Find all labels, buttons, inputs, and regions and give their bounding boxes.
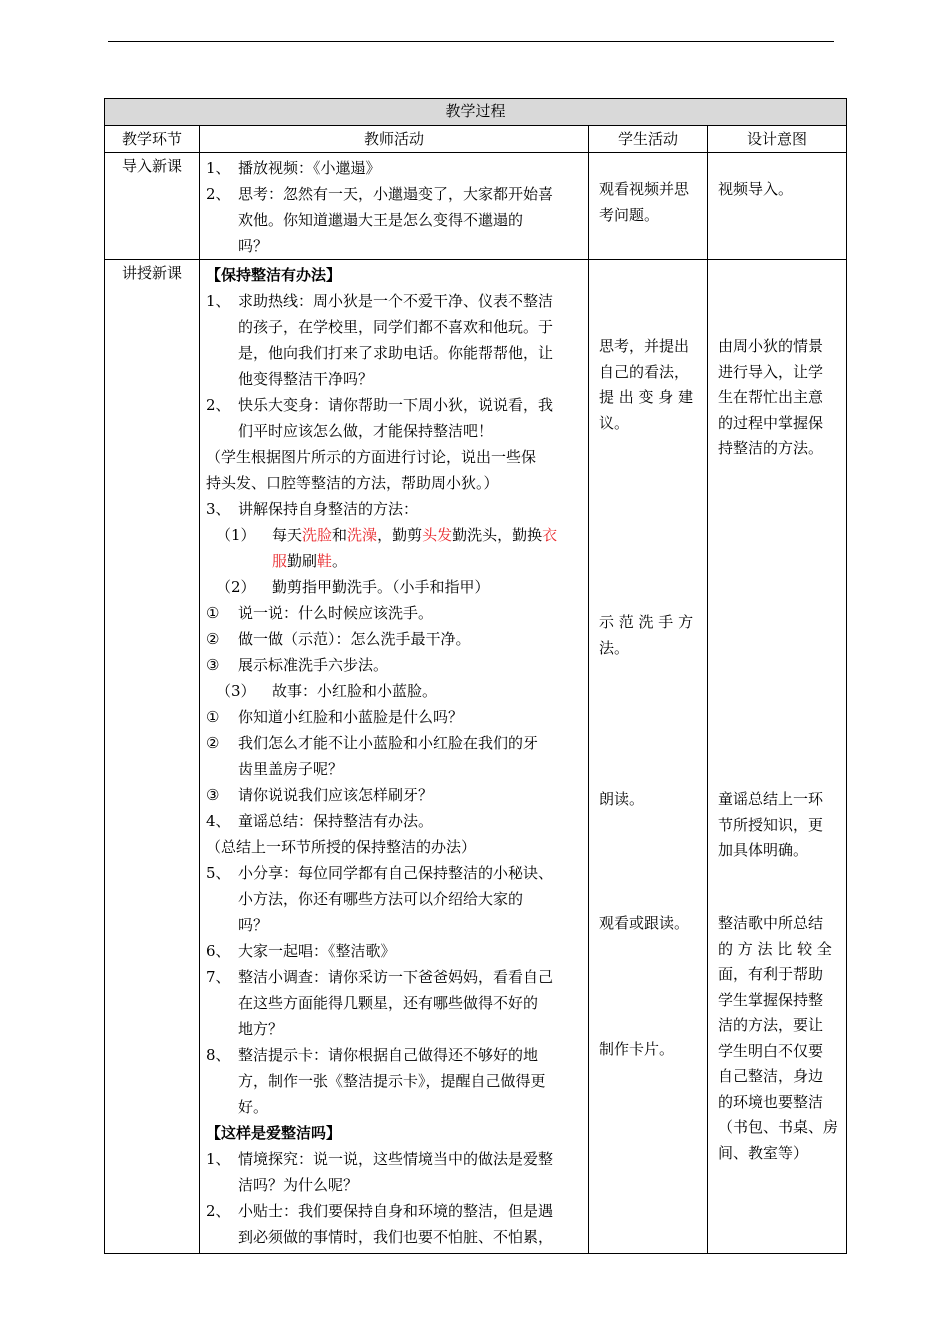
header-stage: 教学环节 [105, 126, 200, 153]
design-intent-song: 整洁歌中所总结 的 方 法 比 较 全 面，有利于帮助 学生掌握保持整 洁的方法，要让 学生明白不仅要 自己整洁，身边 的环境也要整洁 （书包、书桌、房 间、教室等） [718, 914, 839, 1162]
stage-new-lesson: 讲授新课 [105, 260, 200, 1254]
student-activity-watch: 观看或跟读。 [599, 914, 690, 932]
stage-intro: 导入新课 [105, 153, 200, 260]
teacher-activity-intro: 1、 播放视频：《小邋遢》 2、 思考：忽然有一天，小邋遢变了，大家都开始喜 欢他。你知道邋遢大王是怎么变得不邋遢的 吗？ [200, 153, 589, 260]
student-activity-card: 制作卡片。 [599, 1040, 675, 1058]
header-teacher-activity: 教师活动 [200, 126, 589, 153]
teaching-process-table [104, 98, 847, 1254]
table-row [105, 260, 847, 1254]
teacher-activity-main: 【保持整洁有办法】 1、 求助热线：周小狄是一个不爱干净、仪表不整洁 的孩子，在学校里，同学们都不喜欢和他玩。于 是，他向我们打来了求助电话。你能帮帮他，让 他变得整洁干净吗？ 2、 快乐大变身：请你帮助一下周小狄，说说看，我 们平时应该怎么做，才能保持整洁吧！ （学生根据图片所示的方面进行讨论，说出一些保 持头发、口腔等整洁的方法，帮助周小狄。） 3、 讲解保持自身整洁的方法： （1） 每天洗脸和洗澡，勤剪头发勤洗头，勤换衣 服勤刷鞋。 （2） 勤剪指甲勤洗手。（小手和指甲） ① 说一说：什么时候应该洗手。 ② 做一做（示范）：怎么洗手最干净。 ③ 展示标准洗手六步法。 （3） 故事：小红脸和小蓝脸。 ① 你知道小红脸和小蓝脸是什么吗？ ② 我们怎么才能不让小蓝脸和小红脸在我们的牙 齿里盖房子呢？ ③ 请你说说我们应该怎样刷牙？ 4、 童谣总结：保持整洁有办法。 （总结上一环节所授的保持整洁的办法） 5、 小分享：每位同学都有自己保持整洁的小秘诀、 小方法，你还有哪些方法可以介绍给大家的 吗？ 6、 大家一起唱：《整洁歌》 7、 整洁小调查：请你采访一下爸爸妈妈，看看自己 在这些方面能得几颗星，还有哪些做得不好的 地方？ 8、 整洁提示卡：请你根据自己做得还不够好的地 方，制作一张《整洁提示卡》，提醒自己做得更 好。 【这样是爱整洁吗】 1、 情境探究：说一说，这些情境当中的做法是爱整 洁吗？为什么呢？ 2、 小贴士：我们要保持自身和环境的整洁，但是遇 到必须做的事情时，我们也要不怕脏、不怕累， [200, 260, 589, 1254]
student-activity-intro: 观看视频并思 考问题。 [589, 153, 708, 260]
method-item-1: （1） 每天洗脸和洗澡，勤剪头发勤洗头，勤换衣 [216, 526, 558, 544]
header-rule [108, 41, 834, 42]
method-item-3: （3） 故事：小红脸和小蓝脸。 [216, 682, 438, 700]
section-heading: 【这样是爱整洁吗】 [206, 1124, 342, 1142]
design-intent-scenario: 由周小狄的情景 进行导入，让学 生在帮忙出主意 的过程中掌握保 持整洁的方法。 [718, 337, 824, 457]
student-activity-main [589, 260, 708, 1254]
method-item-2: （2） 勤剪指甲勤洗手。（小手和指甲） [216, 578, 490, 596]
header-design-intent: 设计意图 [708, 126, 847, 153]
table-title: 教学过程 [105, 99, 847, 126]
section-heading: 【保持整洁有办法】 [206, 266, 342, 284]
table-row [105, 153, 847, 260]
header-student-activity: 学生活动 [589, 126, 708, 153]
design-intent-rhyme: 童谣总结上一环 节所授知识，更 加具体明确。 [718, 790, 824, 859]
student-activity-demo: 示 范 洗 手 方 法。 [599, 613, 694, 657]
student-activity-read: 朗读。 [599, 790, 645, 808]
design-intent-main [708, 260, 847, 1254]
student-activity-think: 思考，并提出 自己的看法， 提 出 变 身 建 议。 [599, 337, 694, 432]
design-intent-intro: 视频导入。 [708, 153, 847, 260]
